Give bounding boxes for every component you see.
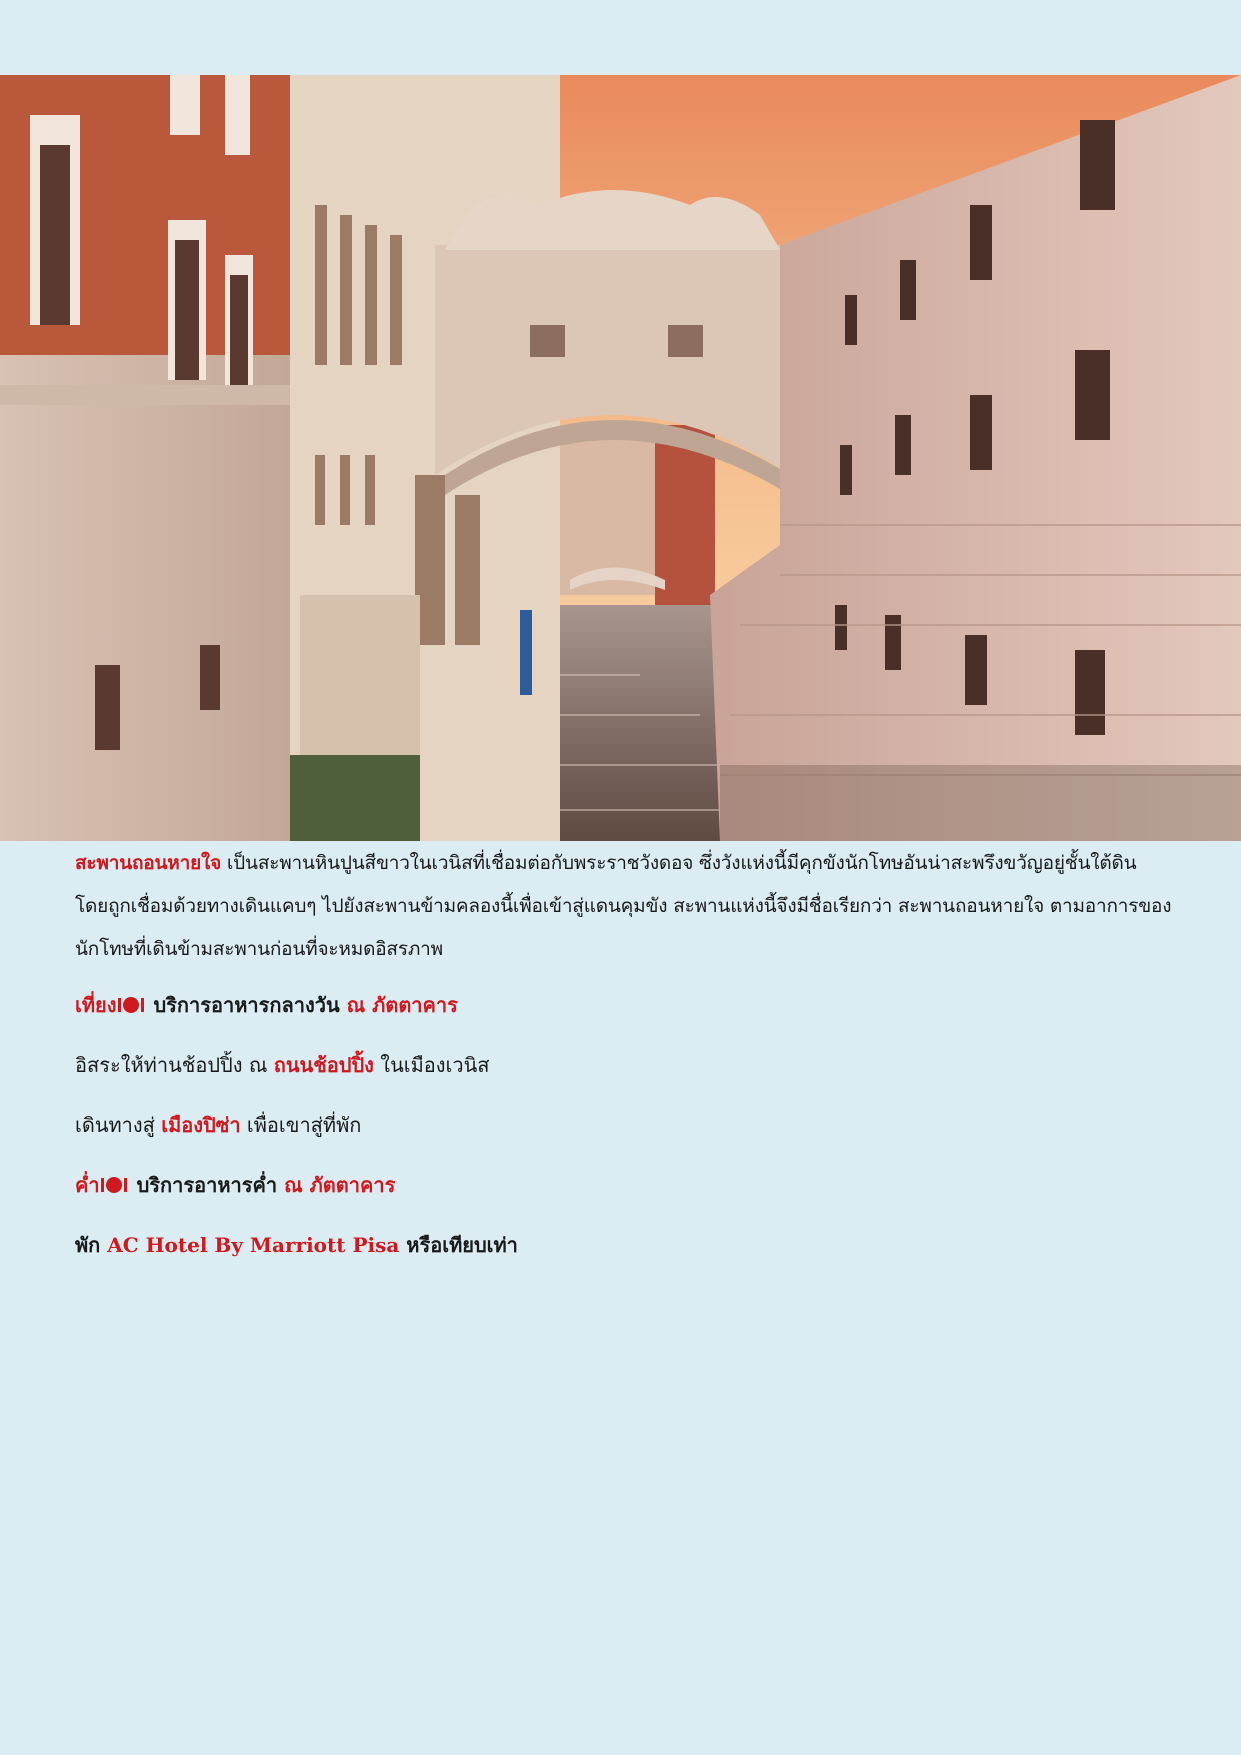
hotel-text-end: หรือเทียบเท่า	[399, 1233, 518, 1257]
dinner-line	[75, 1171, 1175, 1199]
travel-text-end: เพื่อเขาสู่ที่พัก	[240, 1113, 362, 1137]
lunch-line	[75, 991, 1175, 1019]
shopping-text-start: อิสระให้ท่านช้อปปิ้ง ณ	[75, 1053, 274, 1077]
lunch-label: เที่ยง	[75, 993, 117, 1017]
hotel-name: AC Hotel By Marriott Pisa	[107, 1233, 400, 1257]
shopping-text-end: ในเมืองเวนิส	[373, 1053, 490, 1077]
venice-canal-image	[0, 75, 1241, 841]
dish-icon	[118, 996, 144, 1014]
bridge-of-sighs-photo	[0, 75, 1241, 841]
dinner-text: บริการอาหารค่ำ	[129, 1173, 285, 1197]
travel-destination: เมืองปิซ่า	[161, 1113, 241, 1137]
lunch-text: บริการอาหารกลางวัน	[146, 993, 347, 1017]
hotel-text-start: พัก	[75, 1233, 108, 1257]
shopping-line	[75, 1051, 1175, 1079]
bridge-description-text: เป็นสะพานหินปูนสีขาวในเวนิสที่เชื่อมต่อกับพระราชวังดอจ ซึ่งวังแห่งนี้มีคุกขังนักโทษอันน่าสะพรึงขวัญอยู่ชั้นใต้ดิน โดยถูกเชื่อมด้วยทางเดินแคบๆ ไปยังสะพานข้ามคลองนี้เพื่อเข้าสู่แดนคุมขัง สะพานแห่งนี้จึงมีชื่อเรียกว่า สะพานถอนหายใจ ตามอาการของนักโทษที่เดินข้ามสะพานก่อนที่จะหมดอิสรภาพ	[75, 852, 1172, 960]
shopping-place: ถนนช้อปปิ้ง	[273, 1053, 374, 1077]
travel-text-start: เดินทางสู่	[75, 1113, 162, 1137]
hotel-line	[75, 1231, 1175, 1259]
lunch-place: ณ ภัตตาคาร	[346, 993, 458, 1017]
bridge-name: สะพานถอนหายใจ	[75, 852, 222, 874]
dinner-label: ค่ำ	[75, 1173, 100, 1197]
dinner-place: ณ ภัตตาคาร	[284, 1173, 396, 1197]
itinerary-content	[75, 842, 1175, 1259]
dish-icon	[101, 1176, 127, 1194]
bridge-description	[75, 842, 1175, 971]
travel-line	[75, 1111, 1175, 1139]
